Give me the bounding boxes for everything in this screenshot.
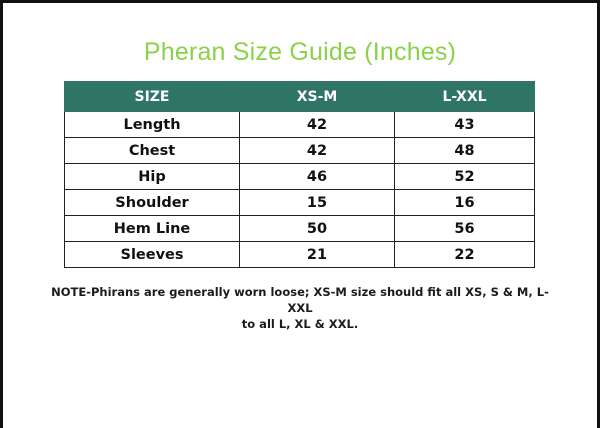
table-header-row bbox=[65, 82, 535, 112]
table-row bbox=[65, 190, 535, 216]
cell-xs-m: 42 bbox=[240, 138, 395, 164]
size-table bbox=[64, 81, 535, 268]
cell-l-xxl: 48 bbox=[395, 138, 535, 164]
header-size: SIZE bbox=[65, 82, 240, 112]
table-row bbox=[65, 112, 535, 138]
table-row bbox=[65, 242, 535, 268]
note-line-2: to all L, XL & XXL. bbox=[241, 317, 359, 331]
header-xs-m: XS-M bbox=[240, 82, 395, 112]
row-label: Sleeves bbox=[65, 242, 240, 268]
row-label: Chest bbox=[65, 138, 240, 164]
cell-l-xxl: 43 bbox=[395, 112, 535, 138]
cell-l-xxl: 52 bbox=[395, 164, 535, 190]
cell-xs-m: 21 bbox=[240, 242, 395, 268]
table-row bbox=[65, 216, 535, 242]
cell-l-xxl: 22 bbox=[395, 242, 535, 268]
row-label: Hip bbox=[65, 164, 240, 190]
row-label: Shoulder bbox=[65, 190, 240, 216]
page-title: Pheran Size Guide (Inches) bbox=[143, 38, 457, 66]
cell-xs-m: 50 bbox=[240, 216, 395, 242]
cell-l-xxl: 16 bbox=[395, 190, 535, 216]
note-line-1: NOTE-Phirans are generally worn loose; XS-M size should fit all XS, S & M, L-XXL bbox=[51, 285, 549, 315]
size-note bbox=[40, 284, 560, 332]
header-l-xxl: L-XXL bbox=[395, 82, 535, 112]
cell-xs-m: 42 bbox=[240, 112, 395, 138]
cell-xs-m: 15 bbox=[240, 190, 395, 216]
window-top-border bbox=[0, 0, 600, 3]
table-row bbox=[65, 138, 535, 164]
cell-xs-m: 46 bbox=[240, 164, 395, 190]
row-label: Length bbox=[65, 112, 240, 138]
cell-l-xxl: 56 bbox=[395, 216, 535, 242]
row-label: Hem Line bbox=[65, 216, 240, 242]
table-row bbox=[65, 164, 535, 190]
